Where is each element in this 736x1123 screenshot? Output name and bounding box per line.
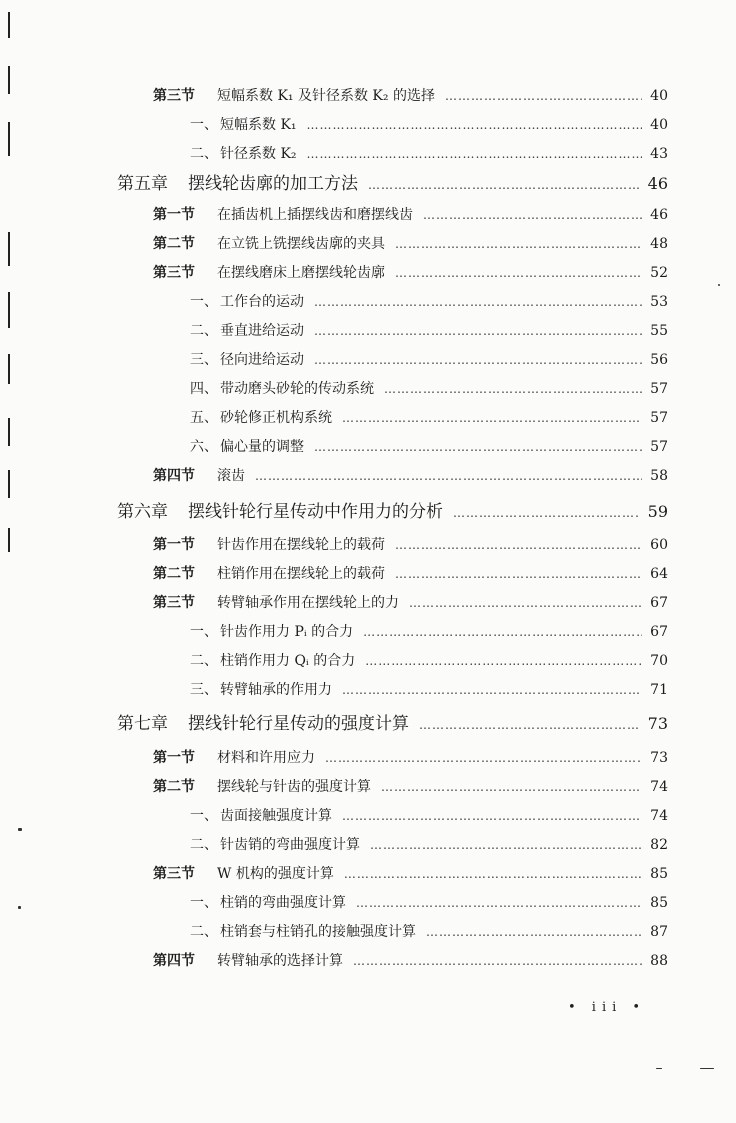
dot-leader xyxy=(356,893,642,913)
toc-page-number: 67 xyxy=(650,595,668,611)
toc-title: 短幅系数 K₁ xyxy=(220,117,297,133)
dot-leader xyxy=(325,748,642,768)
toc-page-number: 85 xyxy=(650,895,668,911)
toc-label: 第三节 xyxy=(153,595,195,611)
toc-page-number: 40 xyxy=(650,88,668,104)
toc-page-number: 46 xyxy=(650,207,668,223)
toc-entry xyxy=(190,437,668,457)
toc-entry xyxy=(190,408,668,428)
dot-leader xyxy=(423,205,642,225)
dot-leader xyxy=(453,501,640,525)
scan-speck xyxy=(18,906,21,909)
toc-title: 摆线轮齿廓的加工方法 xyxy=(188,174,358,194)
toc-label: 第一节 xyxy=(153,537,195,553)
dot-leader xyxy=(314,350,642,370)
toc-page-number: 59 xyxy=(647,502,668,521)
toc-title: 齿面接触强度计算 xyxy=(220,808,332,824)
dot-leader xyxy=(314,292,642,312)
toc-label: 第三节 xyxy=(153,265,195,281)
toc-page-number: 87 xyxy=(650,924,668,940)
toc-label: 第一节 xyxy=(153,207,195,223)
toc-title: 短幅系数 K₁ 及针径系数 K₂ 的选择 xyxy=(217,88,435,104)
toc-title: 在摆线磨床上磨摆线轮齿廓 xyxy=(217,265,385,281)
toc-entry xyxy=(153,205,668,225)
dot-leader xyxy=(342,680,642,700)
dot-leader xyxy=(307,144,642,164)
toc-label: 第三节 xyxy=(153,88,195,104)
scan-mark xyxy=(8,292,10,328)
toc-label: 二、 xyxy=(190,837,218,853)
toc-label: 三、 xyxy=(190,352,218,368)
toc-page-number: 73 xyxy=(650,750,668,766)
toc-entry xyxy=(153,593,668,613)
dot-leader xyxy=(381,777,642,797)
toc-label: 三、 xyxy=(190,682,218,698)
toc-entry xyxy=(153,777,668,797)
toc-title: 径向进给运动 xyxy=(220,352,304,368)
toc-title: 转臂轴承作用在摆线轮上的力 xyxy=(217,595,399,611)
dot-leader xyxy=(314,321,642,341)
toc-label: 第二节 xyxy=(153,779,195,795)
toc-label: 一、 xyxy=(190,895,218,911)
dot-leader xyxy=(370,835,642,855)
toc-title: 柱销的弯曲强度计算 xyxy=(220,895,346,911)
dot-leader xyxy=(384,379,642,399)
dot-leader xyxy=(344,864,642,884)
toc-label: 第三节 xyxy=(153,866,195,882)
toc-title: 摆线针轮行星传动的强度计算 xyxy=(188,714,409,734)
toc-entry xyxy=(153,234,668,254)
toc-entry xyxy=(190,806,668,826)
toc-page-number: 57 xyxy=(650,410,668,426)
toc-label: 第六章 xyxy=(117,502,168,522)
dot-leader xyxy=(395,564,642,584)
toc-page-number: 88 xyxy=(650,953,668,969)
dot-leader xyxy=(342,408,642,428)
toc-chapter-entry xyxy=(117,172,668,196)
dot-leader xyxy=(368,173,640,197)
toc-label: 一、 xyxy=(190,117,218,133)
dot-leader xyxy=(363,622,642,642)
toc-label: 二、 xyxy=(190,924,218,940)
dot-leader xyxy=(409,593,642,613)
toc-label: 六、 xyxy=(190,439,218,455)
toc-label: 二、 xyxy=(190,653,218,669)
toc-page-number: 40 xyxy=(650,117,668,133)
toc-title: 针径系数 K₂ xyxy=(220,146,297,162)
toc-entry xyxy=(153,951,668,971)
toc-label: 一、 xyxy=(190,624,218,640)
toc-label: 第七章 xyxy=(117,714,168,734)
toc-title: 柱销套与柱销孔的接触强度计算 xyxy=(220,924,416,940)
toc-entry xyxy=(190,651,668,671)
toc-title: 针齿作用在摆线轮上的载荷 xyxy=(217,537,385,553)
dot-leader xyxy=(342,806,642,826)
toc-label: 第四节 xyxy=(153,468,195,484)
toc-entry xyxy=(190,144,668,164)
toc-page-number: 70 xyxy=(650,653,668,669)
toc-title: 转臂轴承的作用力 xyxy=(220,682,332,698)
toc-title: 柱销作用力 Qᵢ 的合力 xyxy=(220,653,356,669)
toc-label: 第二节 xyxy=(153,566,195,582)
toc-page-number: 82 xyxy=(650,837,668,853)
dot-leader xyxy=(353,951,642,971)
dot-leader xyxy=(395,234,642,254)
toc-label: 一、 xyxy=(190,808,218,824)
toc-label: 二、 xyxy=(190,323,218,339)
toc-page-number: 73 xyxy=(647,714,668,733)
toc-entry xyxy=(153,263,668,283)
toc-entry xyxy=(190,893,668,913)
toc-title: 砂轮修正机构系统 xyxy=(220,410,332,426)
toc-entry xyxy=(190,350,668,370)
toc-page-number: 60 xyxy=(650,537,668,553)
toc-page-number: 57 xyxy=(650,381,668,397)
dot-leader xyxy=(419,713,640,737)
toc-page-number: 46 xyxy=(647,174,668,193)
toc-entry xyxy=(153,748,668,768)
toc-entry xyxy=(190,379,668,399)
toc-title: 柱销作用在摆线轮上的载荷 xyxy=(217,566,385,582)
toc-page-number: 56 xyxy=(650,352,668,368)
toc-entry xyxy=(190,321,668,341)
toc-title: 滚齿 xyxy=(217,468,245,484)
toc-title: W 机构的强度计算 xyxy=(217,866,334,882)
toc-title: 摆线针轮行星传动中作用力的分析 xyxy=(188,502,443,522)
toc-title: 针齿销的弯曲强度计算 xyxy=(220,837,360,853)
toc-label: 第四节 xyxy=(153,953,195,969)
toc-entry xyxy=(190,115,668,135)
toc-title: 偏心量的调整 xyxy=(220,439,304,455)
toc-entry xyxy=(153,466,668,486)
toc-page-number: 71 xyxy=(650,682,668,698)
toc-page-number: 64 xyxy=(650,566,668,582)
toc-title: 工作台的运动 xyxy=(220,294,304,310)
toc-entry xyxy=(190,835,668,855)
toc-title: 材料和许用应力 xyxy=(217,750,315,766)
toc-entry xyxy=(153,535,668,555)
toc-title: 垂直进给运动 xyxy=(220,323,304,339)
toc-entry xyxy=(190,292,668,312)
toc-entry xyxy=(190,622,668,642)
toc-entry xyxy=(190,680,668,700)
toc-page-number: 85 xyxy=(650,866,668,882)
scan-speck xyxy=(656,1068,662,1069)
scan-mark xyxy=(8,12,10,38)
toc-entry xyxy=(190,922,668,942)
toc-title: 带动磨头砂轮的传动系统 xyxy=(220,381,374,397)
toc-page-number: 58 xyxy=(650,468,668,484)
toc-title: 转臂轴承的选择计算 xyxy=(217,953,343,969)
scan-mark xyxy=(8,232,10,266)
toc-label: 二、 xyxy=(190,146,218,162)
toc-entry xyxy=(153,564,668,584)
dot-leader xyxy=(255,466,642,486)
toc-label: 第一节 xyxy=(153,750,195,766)
dot-leader xyxy=(307,115,642,135)
toc-title: 在立铣上铣摆线齿廓的夹具 xyxy=(217,236,385,252)
toc-label: 第二节 xyxy=(153,236,195,252)
toc-page-number: 57 xyxy=(650,439,668,455)
toc-label: 五、 xyxy=(190,410,218,426)
toc-page-number: 48 xyxy=(650,236,668,252)
toc-title: 针齿作用力 Pᵢ 的合力 xyxy=(220,624,354,640)
toc-page-number: 74 xyxy=(650,808,668,824)
dot-leader xyxy=(365,651,642,671)
scan-mark xyxy=(8,418,10,446)
scan-mark xyxy=(8,66,10,94)
scan-mark xyxy=(8,470,10,498)
toc-title: 在插齿机上插摆线齿和磨摆线齿 xyxy=(217,207,413,223)
toc-chapter-entry xyxy=(117,500,668,524)
scan-mark xyxy=(8,528,10,552)
toc-title: 摆线轮与针齿的强度计算 xyxy=(217,779,371,795)
toc-page-number: 43 xyxy=(650,146,668,162)
toc-page-number: 52 xyxy=(650,265,668,281)
dot-leader xyxy=(445,86,642,106)
toc-entry xyxy=(153,864,668,884)
toc-label: 一、 xyxy=(190,294,218,310)
dot-leader xyxy=(395,535,642,555)
scan-speck xyxy=(718,284,720,286)
dot-leader xyxy=(426,922,642,942)
toc-label: 四、 xyxy=(190,381,218,397)
toc-page-number: 53 xyxy=(650,294,668,310)
scan-mark xyxy=(8,354,10,384)
toc-label: 第五章 xyxy=(117,174,168,194)
scan-mark xyxy=(8,122,10,156)
scan-speck xyxy=(700,1068,714,1069)
dot-leader xyxy=(395,263,642,283)
dot-leader xyxy=(314,437,642,457)
scan-speck xyxy=(18,828,22,831)
toc-page-number: 55 xyxy=(650,323,668,339)
page-folio: • iii • xyxy=(568,1000,647,1015)
toc-chapter-entry xyxy=(117,712,668,736)
toc-page-number: 74 xyxy=(650,779,668,795)
toc-entry xyxy=(153,86,668,106)
toc-page-number: 67 xyxy=(650,624,668,640)
